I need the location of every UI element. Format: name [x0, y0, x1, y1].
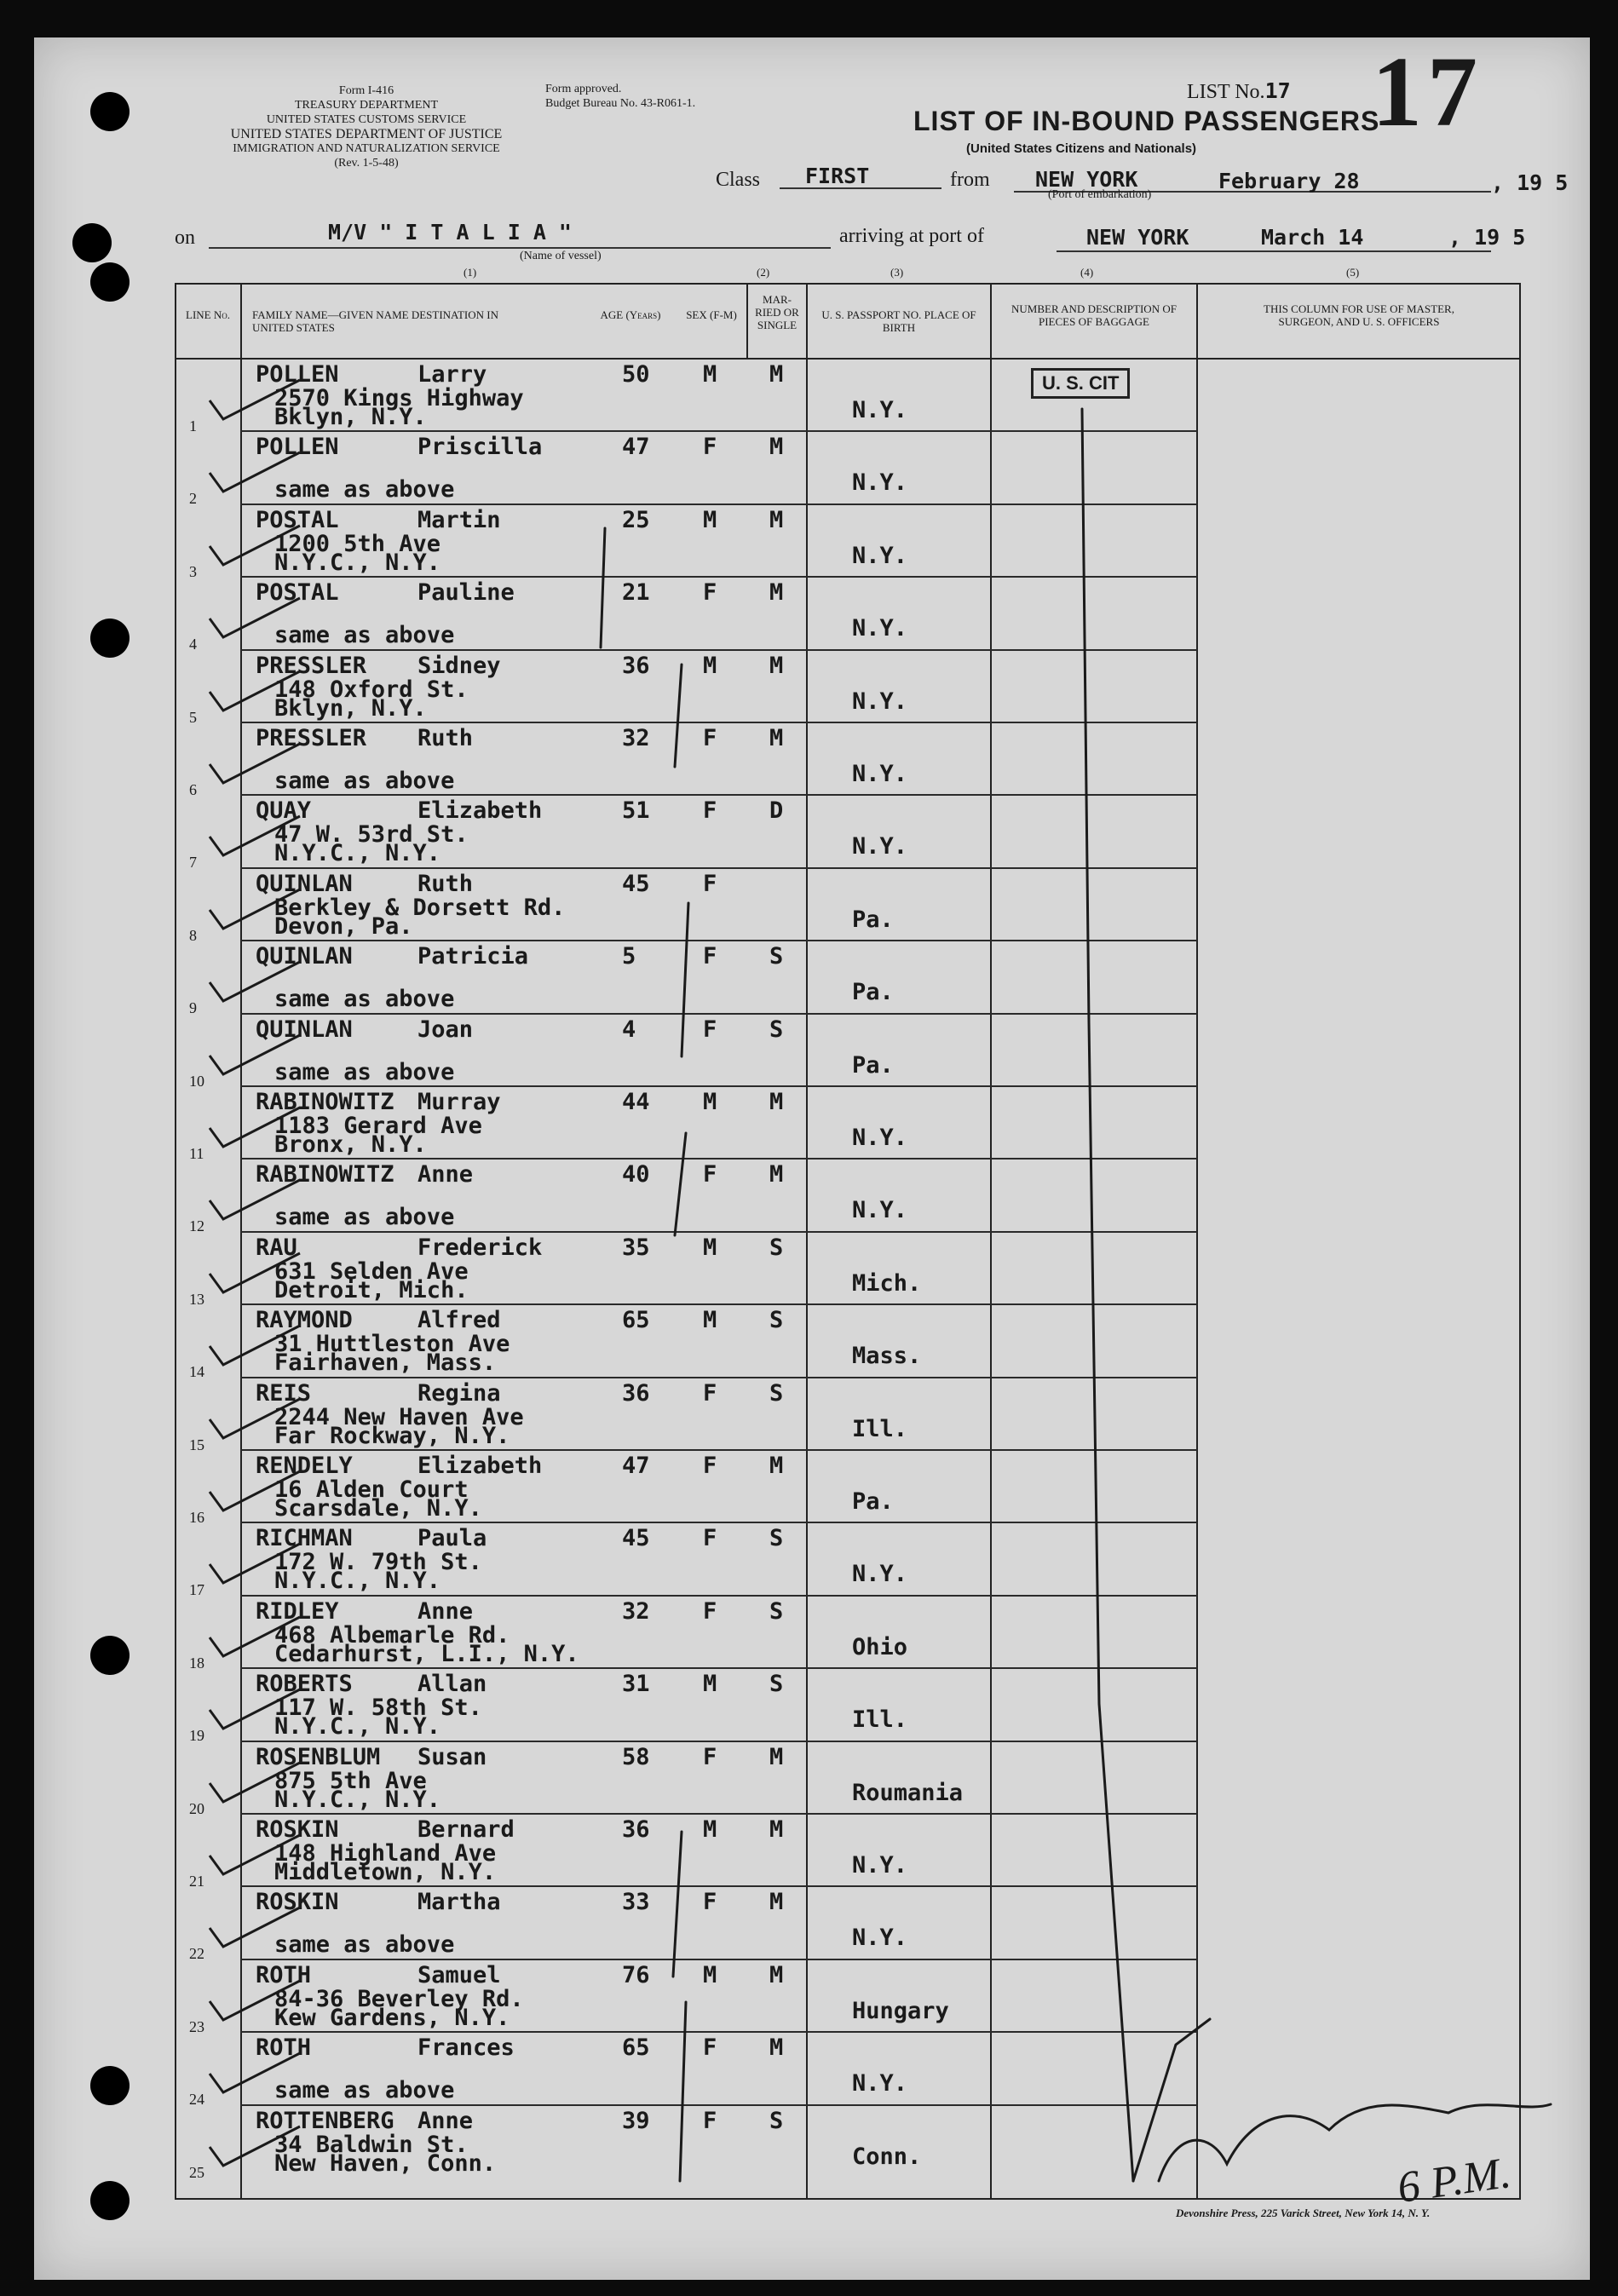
sex: M	[703, 652, 717, 679]
surname: PRESSLER	[256, 725, 367, 751]
address-line: 2570 Kings Highway	[274, 385, 524, 411]
surname: QUAY	[256, 797, 312, 825]
marital-status: M	[769, 1889, 784, 1916]
given-name: Patricia	[417, 943, 529, 970]
place-of-birth: Ill.	[852, 1706, 908, 1734]
given-name: Elizabeth	[417, 1453, 543, 1479]
sex: F	[703, 579, 717, 607]
line-number: 7	[189, 854, 197, 872]
marital-status: M	[769, 579, 784, 607]
col-header-officers: THIS COLUMN FOR USE OF MASTER, SURGEON, AND U. S. OFFICERS	[1264, 302, 1454, 328]
place-of-birth: Mich.	[852, 1269, 922, 1297]
arrival-year: , 19 5	[1448, 225, 1526, 250]
justice-dept: UNITED STATES DEPARTMENT OF JUSTICE	[230, 127, 503, 141]
address-city: same as above	[274, 986, 455, 1013]
surname: POLLEN	[256, 361, 339, 388]
large-list-number: 17	[1372, 36, 1483, 147]
marital-status: M	[769, 1161, 784, 1188]
age: 45	[622, 870, 650, 897]
age: 47	[622, 1453, 650, 1479]
surname: POSTAL	[256, 579, 339, 607]
sex: F	[703, 1379, 717, 1407]
arrival-date: March 14	[1261, 225, 1364, 250]
line-number: 19	[189, 1727, 204, 1745]
sex: F	[703, 1453, 717, 1479]
from-label: from	[950, 169, 990, 191]
address-city: N.Y.C., N.Y.	[274, 1713, 441, 1741]
given-name: Priscilla	[417, 434, 543, 461]
age: 39	[622, 2107, 650, 2134]
col-header-married: MAR- RIED OR SINGLE	[755, 293, 799, 331]
line-number: 18	[189, 1654, 204, 1672]
port-embark-caption: (Port of embarkation)	[1048, 188, 1152, 201]
sex: F	[703, 1597, 717, 1625]
line-number: 15	[189, 1436, 204, 1453]
given-name: Regina	[417, 1379, 501, 1407]
given-name: Anne	[417, 2107, 474, 2134]
address-city: same as above	[274, 1204, 455, 1231]
place-of-birth: N.Y.	[852, 1125, 908, 1151]
form-subtitle: (United States Citizens and Nationals)	[966, 141, 1197, 156]
address-city: same as above	[274, 1931, 455, 1959]
marital-status: D	[769, 797, 784, 825]
marital-status: M	[769, 1743, 784, 1770]
line-number: 11	[189, 1145, 204, 1162]
given-name: Alfred	[417, 1307, 501, 1334]
revision-date: (Rev. 1-5-48)	[334, 157, 399, 170]
line-number: 8	[189, 926, 197, 944]
age: 32	[622, 725, 650, 751]
sex: F	[703, 1525, 717, 1552]
marital-status: S	[769, 1525, 784, 1552]
address-line: 148 Highland Ave	[274, 1840, 497, 1867]
sex: F	[703, 1743, 717, 1770]
list-no-value: 17	[1264, 78, 1291, 103]
sex: M	[703, 1307, 717, 1334]
sex: F	[703, 1889, 717, 1916]
age: 51	[622, 797, 650, 825]
age: 36	[622, 652, 650, 679]
departure-date: February 28	[1218, 169, 1360, 193]
age: 36	[622, 1379, 650, 1407]
place-of-birth: Hungary	[852, 1997, 949, 2024]
address-city: Kew Gardens, N.Y.	[274, 2004, 510, 2031]
sex: F	[703, 2107, 717, 2134]
customs-service: UNITED STATES CUSTOMS SERVICE	[266, 113, 467, 126]
place-of-birth: N.Y.	[852, 761, 908, 787]
address-city: Cedarhurst, L.I., N.Y.	[274, 1640, 579, 1667]
treasury-dept: TREASURY DEPARTMENT	[294, 99, 439, 112]
address-line: 875 5th Ave	[274, 1767, 427, 1794]
sex: M	[703, 361, 717, 388]
place-of-birth: Conn.	[852, 2143, 922, 2170]
line-number: 24	[189, 2091, 204, 2109]
sex: F	[703, 943, 717, 970]
given-name: Anne	[417, 1597, 474, 1625]
given-name: Elizabeth	[417, 797, 543, 825]
surname: RENDELY	[256, 1453, 353, 1479]
marital-status: S	[769, 1597, 784, 1625]
place-of-birth: Pa.	[852, 1488, 894, 1515]
place-of-birth: N.Y.	[852, 397, 908, 423]
surname: QUINLAN	[256, 870, 353, 897]
printer-imprint: Devonshire Press, 225 Varick Street, New York 14, N. Y.	[1176, 2207, 1431, 2219]
surname: ROSKIN	[256, 1816, 339, 1843]
sex: F	[703, 2034, 717, 2062]
address-city: N.Y.C., N.Y.	[274, 1568, 441, 1595]
marital-status: M	[769, 434, 784, 461]
marital-status: S	[769, 1016, 784, 1043]
address-line: 631 Selden Ave	[274, 1257, 469, 1285]
place-of-birth: N.Y.	[852, 1197, 908, 1224]
place-of-birth: N.Y.	[852, 615, 908, 642]
col-header-sex: SEX (F-M)	[686, 308, 737, 321]
address-line: Berkley & Dorsett Rd.	[274, 894, 566, 921]
age: 65	[622, 2034, 650, 2062]
col-header-passport: U. S. PASSPORT NO. PLACE OF BIRTH	[821, 308, 976, 334]
line-number: 3	[189, 562, 197, 580]
place-of-birth: N.Y.	[852, 688, 908, 715]
col-num-2: (2)	[757, 266, 770, 279]
place-of-birth: N.Y.	[852, 469, 908, 497]
address-city: same as above	[274, 1058, 455, 1085]
sex: F	[703, 1016, 717, 1043]
surname: ROTTENBERG	[256, 2107, 394, 2134]
marital-status: M	[769, 725, 784, 751]
address-line: 31 Huttleston Ave	[274, 1331, 510, 1358]
arriving-label: arriving at port of	[839, 225, 984, 247]
place-of-birth: N.Y.	[852, 833, 908, 860]
given-name: Samuel	[417, 1961, 501, 1988]
surname: QUINLAN	[256, 1016, 353, 1043]
address-city: same as above	[274, 768, 455, 794]
place-of-birth: N.Y.	[852, 2070, 908, 2097]
surname: ROSENBLUM	[256, 1743, 381, 1770]
place-of-birth: Mass.	[852, 1343, 922, 1370]
line-number: 2	[189, 490, 197, 508]
class-label: Class	[716, 169, 761, 191]
age: 25	[622, 506, 650, 533]
address-line: 84-36 Beverley Rd.	[274, 1985, 524, 2012]
line-number: 22	[189, 1945, 204, 1963]
address-city: Bklyn, N.Y.	[274, 694, 427, 722]
place-of-birth: N.Y.	[852, 542, 908, 569]
age: 31	[622, 1671, 650, 1698]
class-value: FIRST	[805, 164, 870, 188]
marital-status: M	[769, 2034, 784, 2062]
form-number: Form I-416	[338, 84, 394, 97]
immigration-service: IMMIGRATION AND NATURALIZATION SERVICE	[233, 142, 500, 155]
sex: M	[703, 1089, 717, 1115]
sex: M	[703, 1671, 717, 1698]
marital-status: S	[769, 1379, 784, 1407]
address-city: same as above	[274, 622, 455, 649]
surname: RIDLEY	[256, 1597, 339, 1625]
address-city: N.Y.C., N.Y.	[274, 840, 441, 867]
surname: RAYMOND	[256, 1307, 353, 1334]
given-name: Frances	[417, 2034, 515, 2062]
age: 36	[622, 1816, 650, 1843]
given-name: Susan	[417, 1743, 487, 1770]
address-city: Far Rockway, N.Y.	[274, 1422, 510, 1449]
line-number: 25	[189, 2163, 204, 2181]
arrival-port: NEW YORK	[1086, 225, 1189, 250]
vessel-caption: (Name of vessel)	[520, 250, 602, 262]
departure-year: , 19 5	[1491, 170, 1569, 195]
given-name: Martha	[417, 1889, 501, 1916]
line-number: 10	[189, 1072, 204, 1090]
address-line: 2244 New Haven Ave	[274, 1403, 524, 1430]
age: 76	[622, 1961, 650, 1988]
given-name: Joan	[417, 1016, 474, 1043]
age: 32	[622, 1597, 650, 1625]
place-of-birth: Roumania	[852, 1779, 964, 1806]
sex: M	[703, 506, 717, 533]
list-no-label: LIST No.	[1187, 81, 1265, 103]
sex: F	[703, 797, 717, 825]
given-name: Larry	[417, 361, 487, 388]
given-name: Sidney	[417, 652, 501, 679]
age: 50	[622, 361, 650, 388]
line-number: 6	[189, 781, 197, 798]
address-city: N.Y.C., N.Y.	[274, 1786, 441, 1813]
marital-status: M	[769, 361, 784, 388]
marital-status: S	[769, 2107, 784, 2134]
age: 33	[622, 1889, 650, 1916]
age: 21	[622, 579, 650, 607]
line-number: 16	[189, 1509, 204, 1526]
place-of-birth: N.Y.	[852, 1852, 908, 1879]
from-port: NEW YORK	[1035, 167, 1138, 192]
col-num-5: (5)	[1346, 266, 1360, 279]
marital-status: S	[769, 1234, 784, 1261]
vessel-name: M/V " I T A L I A "	[328, 220, 572, 245]
address-line: 172 W. 79th St.	[274, 1549, 482, 1576]
age: 47	[622, 434, 650, 461]
line-number: 20	[189, 1799, 204, 1817]
sex: F	[703, 1161, 717, 1188]
given-name: Bernard	[417, 1816, 515, 1843]
on-label: on	[175, 227, 195, 249]
address-line: 468 Albemarle Rd.	[274, 1621, 510, 1649]
place-of-birth: Pa.	[852, 906, 894, 933]
given-name: Frederick	[417, 1234, 543, 1261]
age: 5	[622, 943, 636, 970]
surname: RAU	[256, 1234, 297, 1261]
address-city: same as above	[274, 2077, 455, 2104]
sex: F	[703, 870, 717, 897]
line-number: 14	[189, 1363, 204, 1381]
address-city: Devon, Pa.	[274, 912, 413, 940]
marital-status: S	[769, 1307, 784, 1334]
surname: PRESSLER	[256, 652, 367, 679]
line-number: 21	[189, 1873, 204, 1890]
col-num-4: (4)	[1080, 266, 1094, 279]
age: 45	[622, 1525, 650, 1552]
col-num-1: (1)	[464, 266, 477, 279]
address-line: 16 Alden Court	[274, 1476, 469, 1503]
form-approved: Form approved.	[545, 83, 622, 95]
address-line: 1183 Gerard Ave	[274, 1113, 482, 1139]
address-city: Bronx, N.Y.	[274, 1131, 427, 1158]
col-num-3: (3)	[890, 266, 904, 279]
sex: M	[703, 1816, 717, 1843]
line-number: 5	[189, 708, 197, 726]
address-city: New Haven, Conn.	[274, 2149, 497, 2177]
line-number: 4	[189, 636, 197, 653]
surname: RICHMAN	[256, 1525, 353, 1552]
address-line: 47 W. 53rd St.	[274, 821, 469, 849]
address-city: Scarsdale, N.Y.	[274, 1495, 482, 1522]
baggage-tick-line	[1082, 409, 1133, 2181]
given-name: Anne	[417, 1161, 474, 1188]
address-line: 117 W. 58th St.	[274, 1695, 482, 1722]
marital-status: M	[769, 652, 784, 679]
given-name: Ruth	[417, 870, 474, 897]
col-header-line: LINE No.	[186, 308, 230, 321]
age: 4	[622, 1016, 636, 1043]
address-city: Bklyn, N.Y.	[274, 404, 427, 430]
place-of-birth: Ill.	[852, 1415, 908, 1442]
marital-status: S	[769, 943, 784, 970]
age: 40	[622, 1161, 650, 1188]
address-city: same as above	[274, 476, 455, 504]
address-line: 34 Baldwin St.	[274, 2131, 469, 2158]
col-header-age: AGE (Years)	[600, 308, 661, 321]
place-of-birth: N.Y.	[852, 1925, 908, 1952]
address-city: Detroit, Mich.	[274, 1276, 469, 1303]
surname: ROBERTS	[256, 1671, 353, 1698]
marital-status: M	[769, 1961, 784, 1988]
place-of-birth: N.Y.	[852, 1561, 908, 1588]
marital-status: M	[769, 1089, 784, 1115]
given-name: Ruth	[417, 725, 474, 751]
marital-status: M	[769, 506, 784, 533]
address-city: Fairhaven, Mass.	[274, 1349, 497, 1377]
surname: RABINOWITZ	[256, 1161, 394, 1188]
line-number: 9	[189, 999, 197, 1017]
marital-status: M	[769, 1453, 784, 1479]
address-line: 148 Oxford St.	[274, 676, 469, 703]
line-number: 23	[189, 2017, 204, 2035]
budget-bureau: Budget Bureau No. 43-R061-1.	[545, 97, 696, 110]
sex: F	[703, 434, 717, 461]
age: 35	[622, 1234, 650, 1261]
place-of-birth: Ohio	[852, 1633, 908, 1660]
line-number: 1	[189, 417, 197, 434]
place-of-birth: Pa.	[852, 979, 894, 1006]
address-city: N.Y.C., N.Y.	[274, 549, 441, 576]
surname: POSTAL	[256, 506, 339, 533]
time-note: 6 P.M.	[1394, 2148, 1514, 2213]
col-header-baggage: NUMBER AND DESCRIPTION OF PIECES OF BAGGAGE	[1011, 302, 1177, 328]
surname: REIS	[256, 1379, 312, 1407]
address-line: 1200 5th Ave	[274, 530, 441, 557]
surname: QUINLAN	[256, 943, 353, 970]
sex: M	[703, 1961, 717, 1988]
line-number: 13	[189, 1290, 204, 1308]
surname: ROTH	[256, 2034, 312, 2062]
sex: F	[703, 725, 717, 751]
sex: M	[703, 1234, 717, 1261]
age: 58	[622, 1743, 650, 1770]
address-city: Middletown, N.Y.	[274, 1859, 497, 1885]
given-name: Allan	[417, 1671, 487, 1698]
us-citizen-stamp: U. S. CIT	[1031, 368, 1130, 399]
age: 44	[622, 1089, 650, 1115]
form-title: LIST OF IN-BOUND PASSENGERS	[913, 106, 1380, 136]
surname: POLLEN	[256, 434, 339, 461]
place-of-birth: Pa.	[852, 1051, 894, 1079]
age: 65	[622, 1307, 650, 1334]
surname: RABINOWITZ	[256, 1089, 394, 1115]
given-name: Martin	[417, 506, 501, 533]
marital-status: S	[769, 1671, 784, 1698]
surname: ROSKIN	[256, 1889, 339, 1916]
col-header-name: FAMILY NAME—GIVEN NAME DESTINATION IN UNITED STATES	[252, 308, 499, 334]
marital-status: M	[769, 1816, 784, 1843]
given-name: Pauline	[417, 579, 515, 607]
surname: ROTH	[256, 1961, 312, 1988]
line-number: 12	[189, 1217, 204, 1235]
line-number: 17	[189, 1581, 204, 1599]
given-name: Paula	[417, 1525, 487, 1552]
given-name: Murray	[417, 1089, 501, 1115]
